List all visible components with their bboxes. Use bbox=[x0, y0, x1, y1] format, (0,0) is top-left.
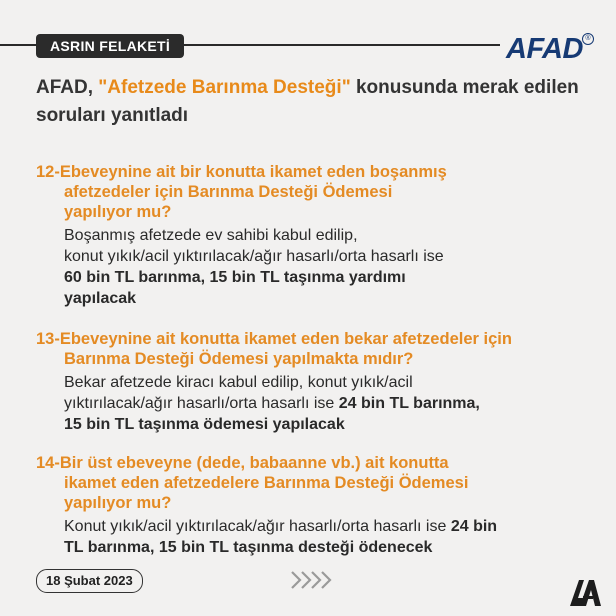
qa-item-14 bbox=[36, 453, 596, 558]
answer-line: Bekar afetzede kiracı kabul edilip, konut yıkık/acil bbox=[64, 374, 413, 391]
answer-line bbox=[64, 516, 596, 537]
question-line: ikamet eden afetzedelere Barınma Desteği Ödemesi bbox=[64, 474, 469, 492]
title-highlight: "Afetzede Barınma Desteği" bbox=[98, 77, 351, 98]
question-12 bbox=[36, 162, 596, 222]
answer-emphasis: yapılacak bbox=[64, 290, 137, 307]
answer-emphasis: TL barınma, 15 bin TL taşınma desteği ödenecek bbox=[64, 539, 433, 556]
answer-line: Boşanmış afetzede ev sahibi kabul edilip, bbox=[64, 227, 358, 244]
answer-text: yıktırılacak/ağır hasarlı/orta hasarlı ise bbox=[64, 395, 339, 412]
answer-emphasis: 24 bin TL barınma, bbox=[338, 395, 480, 412]
title-line-2: soruları yanıtladı bbox=[36, 105, 189, 126]
answer-12 bbox=[64, 225, 596, 309]
answer-line: konut yıkık/acil yıktırılacak/ağır hasarlı/orta hasarlı ise bbox=[64, 248, 444, 265]
answer-emphasis: 60 bin TL barınma, 15 bin TL taşınma yardımı bbox=[64, 269, 406, 286]
question-line: 14-Bir üst ebeveyne (dede, babaanne vb.) ait konutta bbox=[36, 454, 449, 472]
question-14 bbox=[36, 453, 596, 513]
answer-14 bbox=[64, 516, 596, 558]
title-prefix: AFAD, bbox=[36, 77, 99, 98]
page-title bbox=[36, 74, 596, 130]
date-badge: 18 Şubat 2023 bbox=[36, 569, 143, 593]
answer-emphasis: 24 bin bbox=[450, 518, 498, 535]
registered-mark-icon: ® bbox=[582, 33, 594, 45]
qa-item-12 bbox=[36, 162, 596, 309]
question-line: 13-Ebeveynine ait konutta ikamet eden bekar afetzedeler için bbox=[36, 330, 512, 348]
afad-logo bbox=[506, 30, 596, 68]
afad-logo-text: AFAD bbox=[506, 33, 583, 65]
answer-emphasis: 15 bin TL taşınma ödemesi yapılacak bbox=[64, 416, 345, 433]
question-line: Barınma Desteği Ödemesi yapılmakta mıdır? bbox=[64, 350, 414, 368]
chevrons-right-icon bbox=[288, 568, 332, 592]
answer-line bbox=[64, 393, 596, 414]
question-line: 12-Ebeveynine ait bir konutta ikamet eden boşanmış bbox=[36, 163, 447, 181]
question-13 bbox=[36, 329, 596, 369]
title-suffix: konusunda merak edilen bbox=[350, 77, 579, 98]
question-line: afetzedeler için Barınma Desteği Ödemesi bbox=[64, 183, 393, 201]
qa-item-13 bbox=[36, 329, 596, 435]
aa-logo-icon bbox=[568, 576, 602, 608]
answer-text: Konut yıkık/acil yıktırılacak/ağır hasarlı/orta hasarlı ise bbox=[64, 518, 451, 535]
question-line: yapılıyor mu? bbox=[64, 203, 172, 221]
question-line: yapılıyor mu? bbox=[64, 494, 172, 512]
answer-13 bbox=[64, 372, 596, 435]
category-badge: ASRIN FELAKETİ bbox=[36, 34, 184, 58]
